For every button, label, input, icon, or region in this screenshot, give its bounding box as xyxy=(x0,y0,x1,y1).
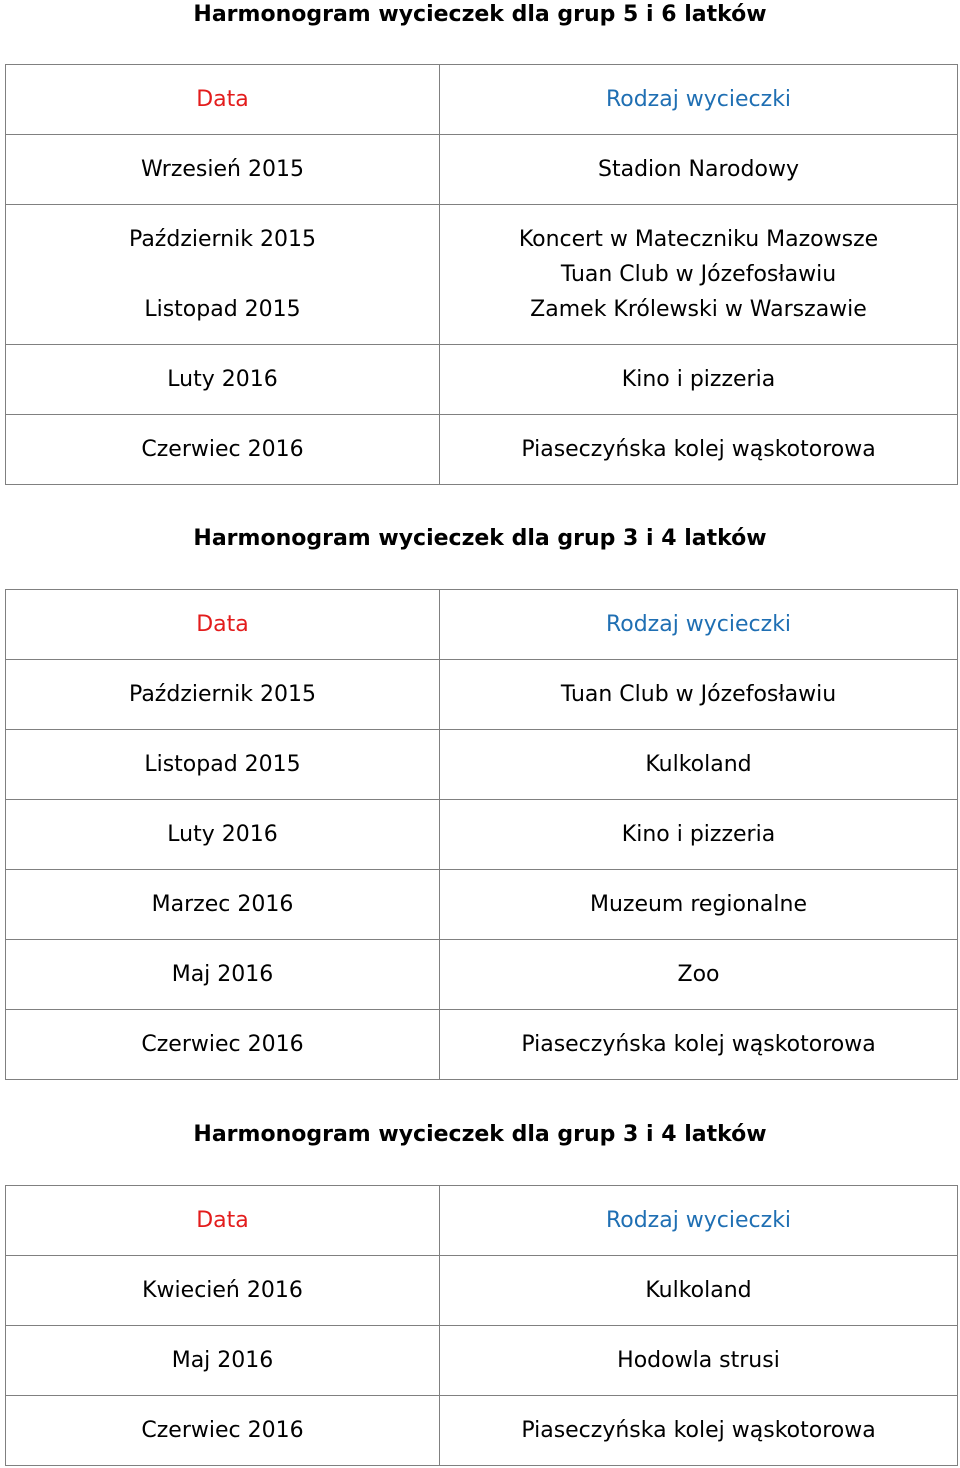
table-row xyxy=(6,135,958,205)
schedule-table-5-6 xyxy=(5,64,958,485)
table-header-row xyxy=(6,590,958,660)
trip-cell: Zoo xyxy=(440,940,958,1010)
date-cell: Maj 2016 xyxy=(6,1326,440,1396)
trip-line: Tuan Club w Józefosławiu xyxy=(560,262,837,287)
header-trip-type: Rodzaj wycieczki xyxy=(440,65,958,135)
section1-title: Harmonogram wycieczek dla grup 5 i 6 latków xyxy=(193,2,767,27)
trip-cell: Piaseczyńska kolej wąskotorowa xyxy=(440,1396,958,1466)
table-row xyxy=(6,730,958,800)
date-cell: Wrzesień 2015 xyxy=(6,135,440,205)
date-cell: Marzec 2016 xyxy=(6,870,440,940)
date-cell: Luty 2016 xyxy=(6,345,440,415)
trip-cell: Piaseczyńska kolej wąskotorowa xyxy=(440,1010,958,1080)
header-trip-type: Rodzaj wycieczki xyxy=(440,1186,958,1256)
trip-cell: Muzeum regionalne xyxy=(440,870,958,940)
spacer-line xyxy=(6,257,439,292)
date-line: Październik 2015 xyxy=(129,227,316,252)
table-row xyxy=(6,345,958,415)
date-cell xyxy=(6,205,440,345)
date-cell: Czerwiec 2016 xyxy=(6,1396,440,1466)
schedule-table-3-4-b xyxy=(5,1185,958,1466)
section3-title: Harmonogram wycieczek dla grup 3 i 4 latków xyxy=(193,1122,767,1147)
date-cell: Czerwiec 2016 xyxy=(6,1010,440,1080)
table-row xyxy=(6,1256,958,1326)
table-row xyxy=(6,1326,958,1396)
date-cell: Listopad 2015 xyxy=(6,730,440,800)
table-header-row xyxy=(6,65,958,135)
trip-line: Zamek Królewski w Warszawie xyxy=(530,297,867,322)
section2-title: Harmonogram wycieczek dla grup 3 i 4 latków xyxy=(193,526,767,551)
date-cell: Czerwiec 2016 xyxy=(6,415,440,485)
table-row xyxy=(6,660,958,730)
table-row xyxy=(6,205,958,345)
header-trip-type: Rodzaj wycieczki xyxy=(440,590,958,660)
trip-cell xyxy=(440,205,958,345)
table-row xyxy=(6,1010,958,1080)
trip-cell: Kulkoland xyxy=(440,1256,958,1326)
date-cell: Maj 2016 xyxy=(6,940,440,1010)
trip-line: Koncert w Mateczniku Mazowsze xyxy=(518,227,879,252)
table-row xyxy=(6,940,958,1010)
table-header-row xyxy=(6,1186,958,1256)
header-date: Data xyxy=(6,65,440,135)
schedule-table-3-4-a xyxy=(5,589,958,1080)
trip-cell: Piaseczyńska kolej wąskotorowa xyxy=(440,415,958,485)
date-cell: Luty 2016 xyxy=(6,800,440,870)
trip-cell: Kulkoland xyxy=(440,730,958,800)
trip-cell: Hodowla strusi xyxy=(440,1326,958,1396)
date-cell: Kwiecień 2016 xyxy=(6,1256,440,1326)
header-date: Data xyxy=(6,590,440,660)
trip-cell: Kino i pizzeria xyxy=(440,800,958,870)
table-row xyxy=(6,800,958,870)
trip-cell: Kino i pizzeria xyxy=(440,345,958,415)
table-row xyxy=(6,1396,958,1466)
table-row xyxy=(6,415,958,485)
trip-cell: Tuan Club w Józefosławiu xyxy=(440,660,958,730)
trip-cell: Stadion Narodowy xyxy=(440,135,958,205)
date-line: Listopad 2015 xyxy=(144,297,301,322)
date-cell: Październik 2015 xyxy=(6,660,440,730)
header-date: Data xyxy=(6,1186,440,1256)
table-row xyxy=(6,870,958,940)
